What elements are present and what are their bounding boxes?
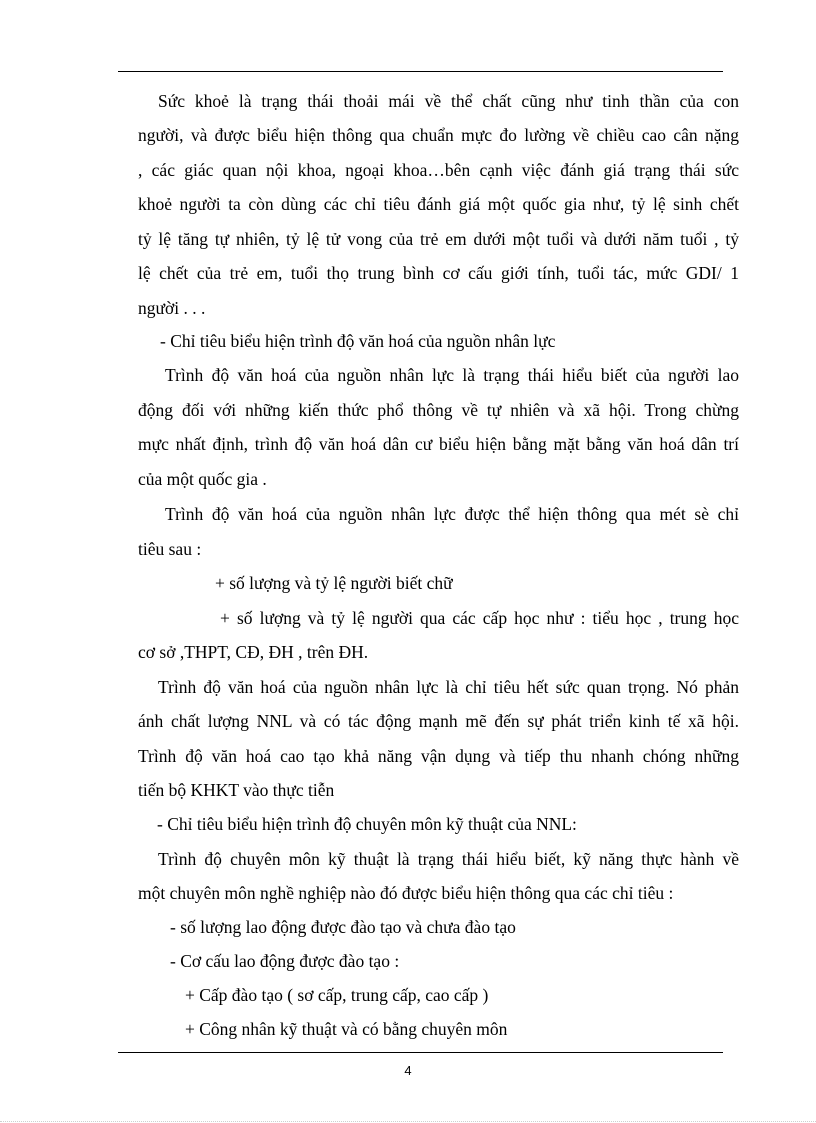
text-line: tiến bộ KHKT vào thực tiễn [138,780,335,800]
list-item: - số lượng lao động được đào tạo và chưa đào tạo [170,917,516,937]
text-line: tỷ lệ tăng tự nhiên, tỷ lệ tử vong của trẻ em dưới một tuổi và dưới năm tuổi , tỷ [138,229,739,249]
list-item: - Cơ cấu lao động được đào tạo : [170,951,400,971]
text-line: Trình độ văn hoá của nguồn nhân lực là trạng thái hiểu biết của người lao [165,365,739,385]
text-line: người . . . [138,298,206,318]
text-line: Trình độ văn hoá của nguồn nhân lực được thể hiện thông qua mét sè chỉ [165,504,739,524]
section-heading: - Chỉ tiêu biểu hiện trình độ văn hoá của nguồn nhân lực [160,331,556,351]
page-number: 4 [404,1063,412,1078]
text-line: Sức khoẻ là trạng thái thoải mái về thể chất cũng như tinh thần của con [158,91,739,111]
page-edge [0,1121,816,1122]
text-line: một chuyên môn nghề nghiệp nào đó được biểu hiện thông qua các chỉ tiêu : [138,883,674,903]
list-item: + số lượng và tỷ lệ người biết chữ [215,573,453,593]
footer-rule [118,1052,723,1053]
section-heading: - Chỉ tiêu biểu hiện trình độ chuyên môn kỹ thuật của NNL: [157,814,577,834]
header-rule [118,71,723,72]
list-item: + Công nhân kỹ thuật và có bằng chuyên môn [185,1019,508,1039]
text-line: ánh chất lượng NNL và có tác động mạnh mẽ đến sự phát triển kinh tế xã hội. [138,711,739,731]
text-line: Trình độ văn hoá cao tạo khả năng vận dụng và tiếp thu nhanh chóng những [138,746,739,766]
text-line: người, và được biểu hiện thông qua chuẩn mực đo lường về chiều cao cân nặng [138,125,739,145]
list-item: + số lượng và tỷ lệ người qua các cấp học như : tiểu học , trung học [220,608,739,628]
text-line: mực nhất định, trình độ văn hoá dân cư biểu hiện bằng mặt bằng văn hoá dân trí [138,434,739,454]
text-line: tiêu sau : [138,539,202,559]
text-line: Trình độ chuyên môn kỹ thuật là trạng thái hiểu biết, kỹ năng thực hành về [158,849,739,869]
text-line: cơ sở ,THPT, CĐ, ĐH , trên ĐH. [138,642,369,662]
text-line: động đối với những kiến thức phổ thông về tự nhiên và xã hội. Trong chừng [138,400,739,420]
text-line: , các giác quan nội khoa, ngoại khoa…bên cạnh việc đánh giá trạng thái sức [138,160,739,180]
text-line: lệ chết của trẻ em, tuổi thọ trung bình cơ cấu giới tính, tuổi tác, mức GDI/ 1 [138,263,739,283]
text-line: của một quốc gia . [138,469,267,489]
text-line: khoẻ người ta còn dùng các chỉ tiêu đánh giá một quốc gia như, tỷ lệ sinh chết [138,194,739,214]
text-line: Trình độ văn hoá của nguồn nhân lực là chỉ tiêu hết sức quan trọng. Nó phản [158,677,739,697]
list-item: + Cấp đào tạo ( sơ cấp, trung cấp, cao cấp ) [185,985,489,1005]
